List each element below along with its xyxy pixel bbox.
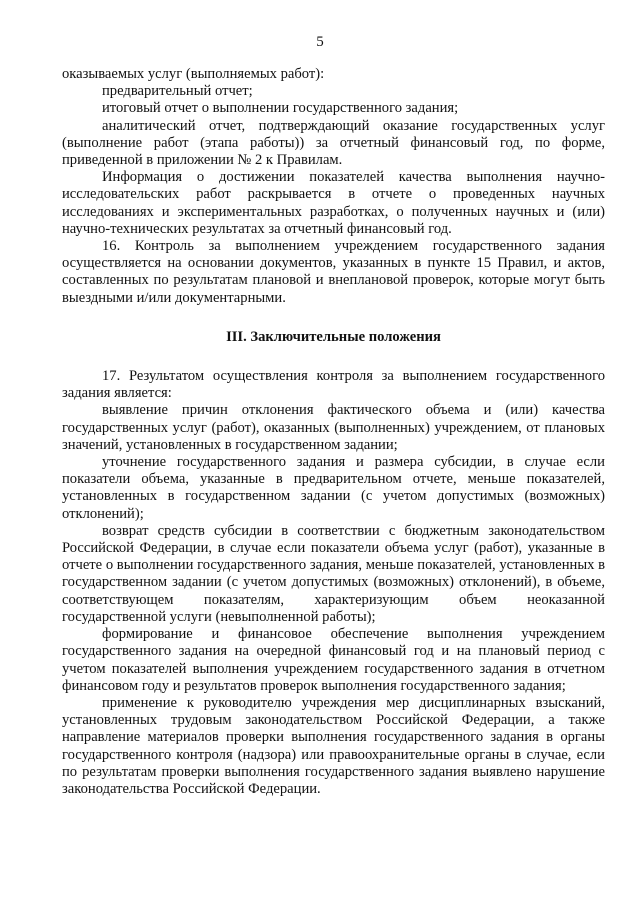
paragraph: уточнение государственного задания и размера субсидии, в случае если показатели объема, указанные в предварительном отчете, меньше показателей, установленных в государственном задании (с учетом допустимых (возможных) отклонений); xyxy=(62,454,605,522)
paragraph: применение к руководителю учреждения мер дисциплинарных взысканий, установленных трудовым законодательством Российской Федерации, а также направление материалов проверки выполнения государственного задания в органы государственного контроля (надзора) или правоохранительные органы в случае, если по результатам проверки выполнения государственного задания выявлено нарушение законодательства Российской Федерации. xyxy=(62,694,605,797)
paragraph: Информация о достижении показателей качества выполнения научно-исследовательских работ раскрывается в отчете о проведенных научных исследованиях и экспериментальных разработках, о полученных научных и (или) научно-технических результатах за отчетный финансовый год. xyxy=(62,169,605,237)
paragraph: 17. Результатом осуществления контроля за выполнением государственного задания является: xyxy=(62,368,605,402)
section-heading: III. Заключительные положения xyxy=(226,328,441,345)
paragraph: оказываемых услуг (выполняемых работ): xyxy=(62,66,325,82)
section-gap xyxy=(62,346,605,368)
document-body xyxy=(62,66,605,798)
section-gap xyxy=(62,307,605,329)
paragraphs-top xyxy=(62,66,605,307)
paragraphs-bottom xyxy=(62,368,605,798)
paragraph: предварительный отчет; xyxy=(102,83,253,100)
paragraph: итоговый отчет о выполнении государственного задания; xyxy=(102,100,459,117)
page-number: 5 xyxy=(316,34,324,50)
paragraph: формирование и финансовое обеспечение выполнения учреждением государственного задания на очередной финансовый год и на плановый период с учетом показателей выполнения учреждением государственного задания в отчетном финансовом году и результатов проверок выполнения государственного задания; xyxy=(62,626,605,694)
paragraph: 16. Контроль за выполнением учреждением государственного задания осуществляется на основании документов, указанных в пункте 15 Правил, и актов, составленных по результатам плановой и внеплановой проверок, которые могут быть выездными и/или документарными. xyxy=(62,238,605,306)
paragraph: выявление причин отклонения фактического объема и (или) качества государственных услуг (работ), оказанных (выполненных) учреждением, от плановых значений, установленных в государственном задании; xyxy=(62,402,605,453)
paragraph: аналитический отчет, подтверждающий оказание государственных услуг (выполнение работ (этапа работы)) за отчетный финансовый год, по форме, приведенной в приложении № 2 к Правилам. xyxy=(62,117,605,169)
paragraph: возврат средств субсидии в соответствии с бюджетным законодательством Российской Федерации, в случае если показатели объема услуг (работ), указанные в отчете о выполнении государственного задания, меньше показателей, установленных в государственном задании (с учетом допустимых (возможных) отклонений), в объеме, соответствующем показателям, характеризующим объем неоказанной государственной услуги (невыполненной работы); xyxy=(62,522,605,625)
